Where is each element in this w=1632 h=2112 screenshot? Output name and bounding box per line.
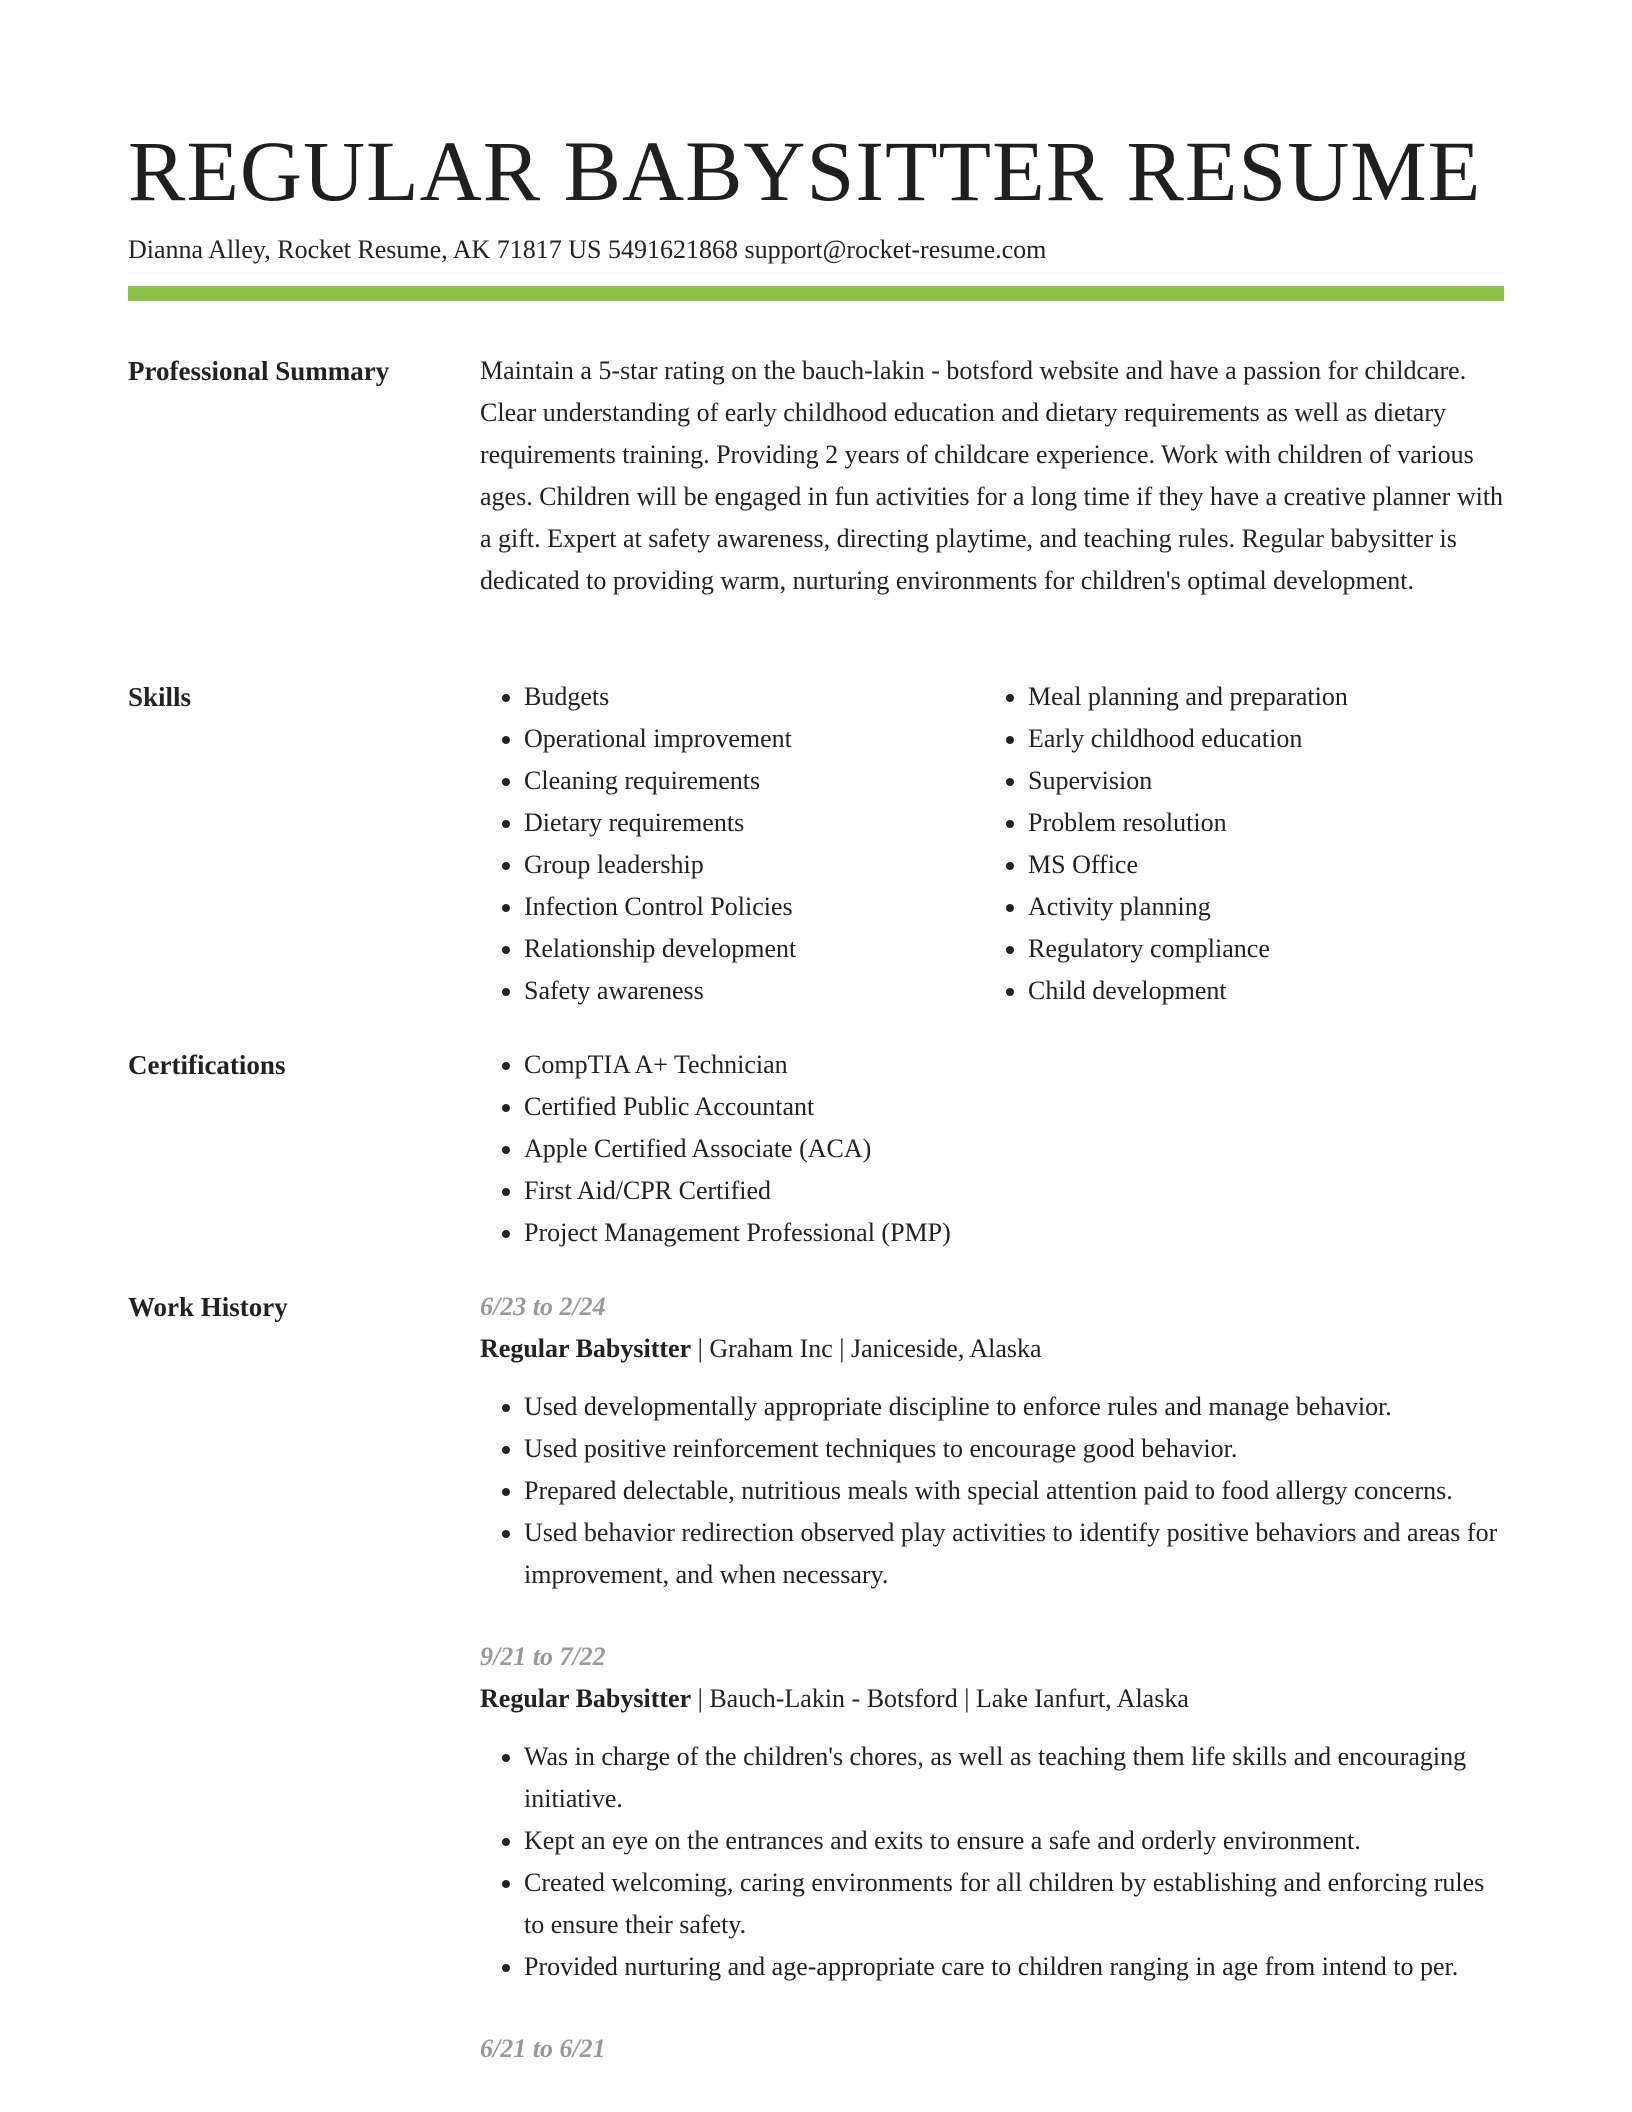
- skill-item: • Cleaning requirements: [524, 760, 984, 802]
- job-dates: 6/23 to 2/24: [480, 1292, 606, 1321]
- skills-column-left: [480, 676, 984, 1012]
- job-dates: 6/21 to 6/21: [480, 2034, 606, 2063]
- certifications-label: Certifications: [128, 1050, 286, 1080]
- job-duty-item: • Used developmentally appropriate discipline to enforce rules and manage behavior.: [524, 1386, 1504, 1428]
- work-history-label: Work History: [128, 1292, 288, 1322]
- summary-text: Maintain a 5-star rating on the bauch-lakin - botsford website and have a passion for childcare. Clear understanding of early childhood education and dietary requirements as well as dietary requirements training. Providing 2 years of childcare experience. Work with children of various ages. Children will be engaged in fun activities for a long time if they have a creative planner with a gift. Expert at safety awareness, directing playtime, and teaching rules. Regular babysitter is dedicated to providing warm, nurturing environments for children's optimal development.: [480, 356, 1504, 595]
- job-duty-item: • Prepared delectable, nutritious meals with special attention paid to food allergy concerns.: [524, 1470, 1504, 1512]
- contact-line: Dianna Alley, Rocket Resume, AK 71817 US 5491621868 support@rocket-resume.com: [128, 235, 1047, 264]
- certifications-list: [480, 1044, 1504, 1254]
- job-duty-item: • Used behavior redirection observed play activities to identify positive behaviors and areas for improvement, and when necessary.: [524, 1512, 1504, 1596]
- job-entry: [480, 2028, 1504, 2070]
- job-duty-item: • Provided nurturing and age-appropriate care to children ranging in age from intend to per.: [524, 1946, 1504, 1988]
- skill-item: • Operational improvement: [524, 718, 984, 760]
- work-history-body: [480, 1286, 1504, 2110]
- skill-item: • Supervision: [1028, 760, 1488, 802]
- certification-item: • CompTIA A+ Technician: [524, 1044, 1504, 1086]
- job-dates: 9/21 to 7/22: [480, 1642, 606, 1671]
- summary-label: Professional Summary: [128, 356, 390, 386]
- job-title-line: [480, 1328, 1504, 1370]
- skill-item: • Relationship development: [524, 928, 984, 970]
- skill-item: • Budgets: [524, 676, 984, 718]
- job-duty-item: • Was in charge of the children's chores, as well as teaching them life skills and encouraging initiative.: [524, 1736, 1504, 1820]
- skill-item: • Child development: [1028, 970, 1488, 1012]
- skill-item: • Regulatory compliance: [1028, 928, 1488, 970]
- job-employer-location: | Bauch-Lakin - Botsford | Lake Ianfurt, Alaska: [691, 1684, 1189, 1713]
- job-duties-list: [480, 1736, 1504, 1988]
- skill-item: • Problem resolution: [1028, 802, 1488, 844]
- skill-item: • Infection Control Policies: [524, 886, 984, 928]
- job-duty-item: • Kept an eye on the entrances and exits to ensure a safe and orderly environment.: [524, 1820, 1504, 1862]
- job-duty-item: • Created welcoming, caring environments for all children by establishing and enforcing rules to ensure their safety.: [524, 1862, 1504, 1946]
- skills-list-right: [984, 676, 1488, 1012]
- skill-item: • Early childhood education: [1028, 718, 1488, 760]
- skill-item: • Safety awareness: [524, 970, 984, 1012]
- skill-item: • MS Office: [1028, 844, 1488, 886]
- skill-item: • Activity planning: [1028, 886, 1488, 928]
- job-duties-list: [480, 1386, 1504, 1596]
- header-divider: [128, 286, 1504, 301]
- resume-title: REGULAR BABYSITTER RESUME: [128, 123, 1482, 219]
- certification-item: • Project Management Professional (PMP): [524, 1212, 1504, 1254]
- skill-item: • Group leadership: [524, 844, 984, 886]
- job-employer-location: | Graham Inc | Janiceside, Alaska: [691, 1334, 1042, 1363]
- skills-label: Skills: [128, 682, 192, 712]
- summary-body: [480, 350, 1504, 602]
- job-title: Regular Babysitter: [480, 1334, 692, 1363]
- skills-grid: [480, 676, 1504, 1012]
- certification-item: • First Aid/CPR Certified: [524, 1170, 1504, 1212]
- job-duty-item: • Used positive reinforcement techniques to encourage good behavior.: [524, 1428, 1504, 1470]
- job-entry: [480, 1636, 1504, 1988]
- job-title: Regular Babysitter: [480, 1684, 692, 1713]
- certifications-body: [480, 1044, 1504, 1254]
- skills-list-left: [480, 676, 984, 1012]
- skills-column-right: [984, 676, 1488, 1012]
- job-entry: [480, 1286, 1504, 1596]
- certification-item: • Apple Certified Associate (ACA): [524, 1128, 1504, 1170]
- skill-item: • Dietary requirements: [524, 802, 984, 844]
- job-title-line: [480, 1678, 1504, 1720]
- skill-item: • Meal planning and preparation: [1028, 676, 1488, 718]
- certification-item: • Certified Public Accountant: [524, 1086, 1504, 1128]
